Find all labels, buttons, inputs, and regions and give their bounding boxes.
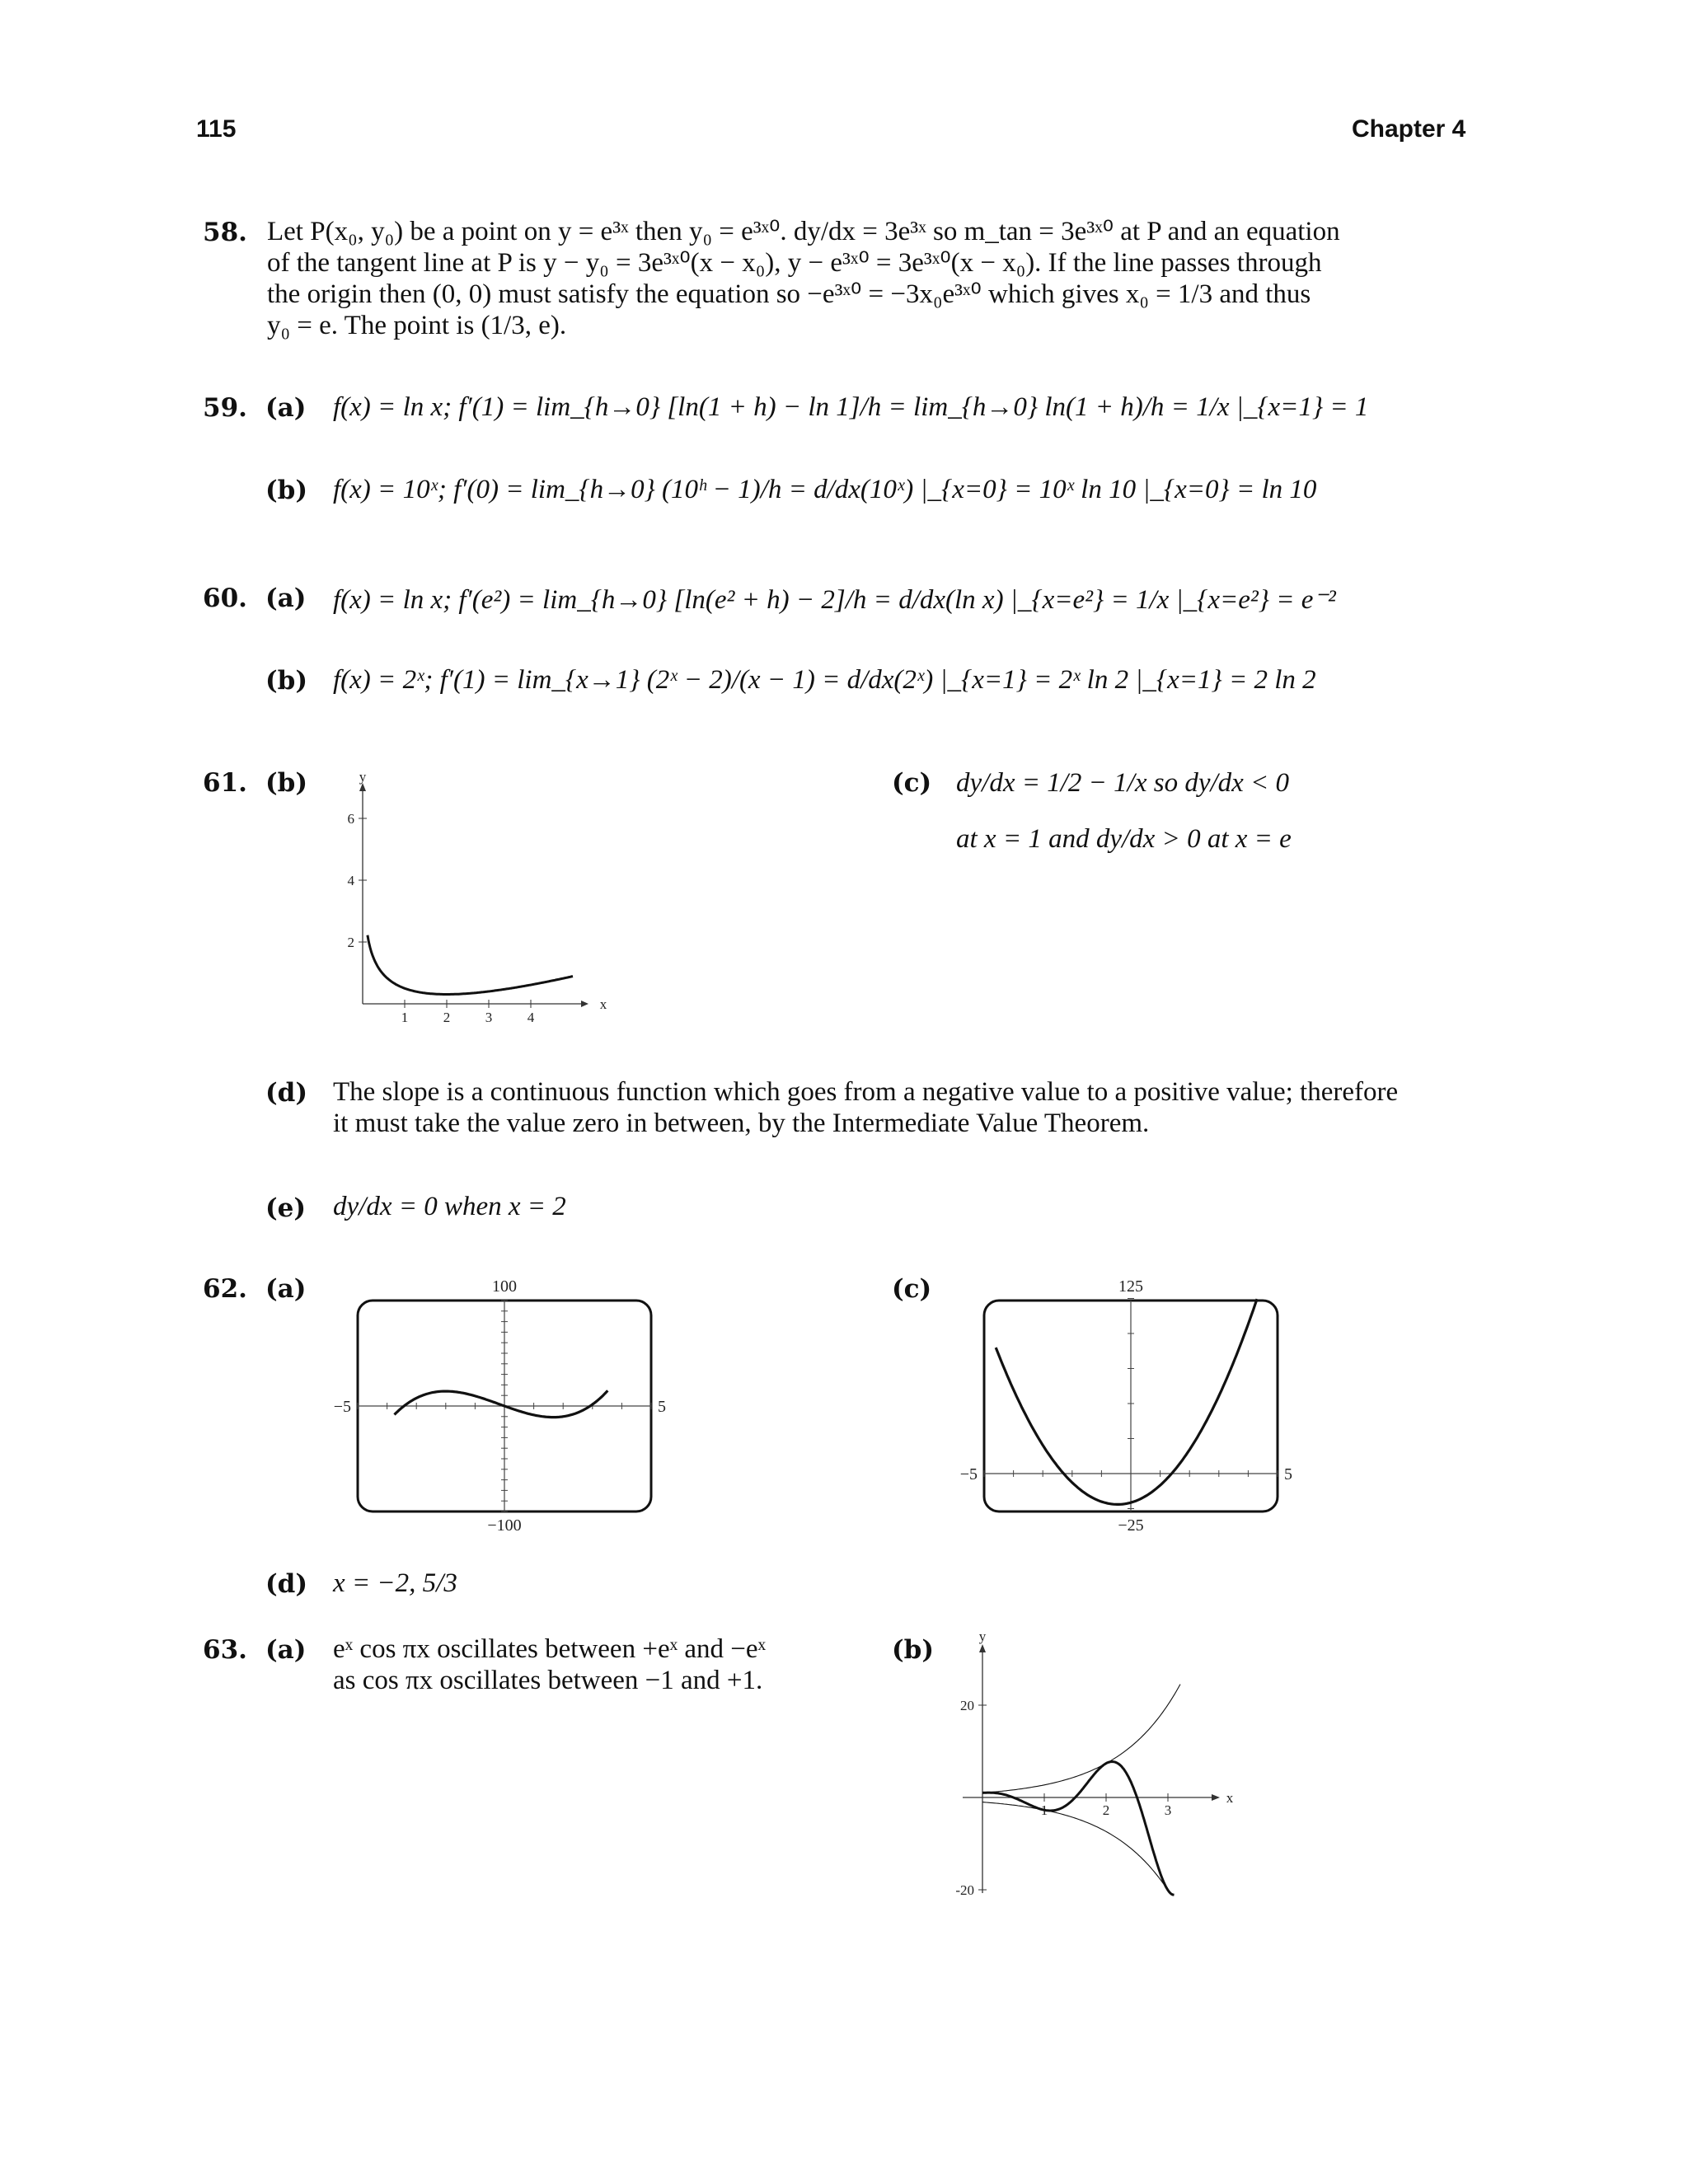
part-a-label: (a) xyxy=(265,583,307,613)
y-tick-label: 4 xyxy=(347,873,354,888)
problem-63-number: 63. xyxy=(203,1635,247,1665)
series-curve xyxy=(368,935,573,995)
envelope-lower xyxy=(982,1802,1169,1891)
chart-62c-group xyxy=(960,1277,1292,1535)
part-b-label: (b) xyxy=(265,666,308,696)
y-axis-label: y xyxy=(978,1629,987,1644)
text-line: Let P(x₀, y₀) be a point on y = e³ˣ then y₀ = e³ˣ⁰. dy/dx = 3e³ˣ so m_tan = 3e³ˣ⁰ at P and an equation xyxy=(267,217,1340,246)
problem-61e-math: dy/dx = 0 when x = 2 xyxy=(333,1192,566,1221)
x-tick-label: 2 xyxy=(443,1010,451,1022)
problem-62-number: 62. xyxy=(203,1274,247,1304)
part-a-label: (a) xyxy=(265,1635,307,1665)
chart-62a-group xyxy=(334,1277,666,1535)
problem-61c-math: dy/dx = 1/2 − 1/x so dy/dx < 0 at x = 1 and dy/dx > 0 at x = e xyxy=(956,768,1292,854)
y-axis-arrow xyxy=(979,1644,986,1652)
ymin-label: −25 xyxy=(1118,1516,1144,1535)
problem-61-number: 61. xyxy=(203,768,247,798)
text-line: of the tangent line at P is y − y₀ = 3e³ˣ⁰(x − x₀), y − e³ˣ⁰ = 3e³ˣ⁰(x − x₀). If the line passes through xyxy=(267,248,1322,278)
x-axis-arrow xyxy=(1212,1794,1220,1801)
x-tick-label: 4 xyxy=(527,1010,535,1022)
problem-58-text xyxy=(267,216,1470,341)
part-b-label: (b) xyxy=(892,1635,935,1665)
y-tick-label: -20 xyxy=(955,1882,974,1898)
part-b-label: (b) xyxy=(265,476,308,505)
series-curve xyxy=(395,1390,608,1417)
xmax-label: 5 xyxy=(658,1398,666,1416)
chart-61b xyxy=(313,766,626,1022)
x-tick-label: 3 xyxy=(485,1010,493,1022)
part-a-label: (a) xyxy=(265,393,307,423)
part-d-label: (d) xyxy=(265,1078,308,1108)
problem-60-number: 60. xyxy=(203,583,247,613)
chart-62a xyxy=(313,1269,692,1541)
x-tick-label: 2 xyxy=(1102,1802,1110,1818)
y-tick-label: 6 xyxy=(347,811,354,827)
text-line: y₀ = e. The point is (1/3, e). xyxy=(267,311,567,340)
page-number: 115 xyxy=(196,115,237,143)
x-tick-label: 1 xyxy=(1040,1802,1048,1818)
chart-63b-group xyxy=(955,1629,1233,1898)
problem-60b-math: f(x) = 2ˣ; f′(1) = lim_{x→1} (2ˣ − 2)/(x − 1) = d/dx(2ˣ) |_{x=1} = 2ˣ ln 2 |_{x=1} = 2 ln 2 xyxy=(333,665,1316,695)
problem-59-number: 59. xyxy=(203,393,247,423)
problem-58-number: 58. xyxy=(203,218,247,247)
envelope-upper xyxy=(982,1685,1180,1793)
part-c-label: (c) xyxy=(892,1274,932,1304)
part-c-label: (c) xyxy=(892,768,932,798)
ymin-label: −100 xyxy=(487,1516,522,1535)
ymax-label: 125 xyxy=(1118,1277,1143,1296)
x-axis-label: x xyxy=(1226,1790,1234,1806)
text-line: as cos πx oscillates between −1 and +1. xyxy=(333,1666,763,1695)
text-line: the origin then (0, 0) must satisfy the equation so −e³ˣ⁰ = −3x₀e³ˣ⁰ which gives x₀ = 1/3 and thus xyxy=(267,279,1311,309)
series-curve xyxy=(982,1762,1175,1896)
problem-60a-math: f(x) = ln x; f′(e²) = lim_{h→0} [ln(e² + h) − 2]/h = d/dx(ln x) |_{x=e²} = 1/x |_{x=e²} = e⁻² xyxy=(333,585,1336,615)
y-tick-label: 20 xyxy=(960,1698,974,1713)
part-d-label: (d) xyxy=(265,1569,308,1599)
problem-63a-text xyxy=(333,1633,860,1696)
part-a-label: (a) xyxy=(265,1274,307,1304)
text-line: it must take the value zero in between, by the Intermediate Value Theorem. xyxy=(333,1108,1150,1138)
chart-62c xyxy=(940,1269,1319,1541)
text-line: The slope is a continuous function which goes from a negative value to a positive value; therefore xyxy=(333,1077,1399,1107)
text-line: eˣ cos πx oscillates between +eˣ and −eˣ xyxy=(333,1634,767,1664)
y-axis-label: y xyxy=(359,769,367,785)
problem-59a-math: f(x) = ln x; f′(1) = lim_{h→0} [ln(1 + h) − ln 1]/h = lim_{h→0} ln(1 + h)/h = 1/x |_{x=1} = 1 xyxy=(333,392,1369,422)
problem-62d-math: x = −2, 5/3 xyxy=(333,1568,457,1598)
x-axis-arrow xyxy=(581,1001,588,1007)
chapter-title: Chapter 4 xyxy=(1352,115,1466,143)
x-tick-label: 1 xyxy=(401,1010,409,1022)
x-axis-label: x xyxy=(599,996,607,1012)
part-e-label: (e) xyxy=(265,1193,307,1223)
xmin-label: −5 xyxy=(959,1465,978,1483)
ymax-label: 100 xyxy=(492,1277,517,1296)
part-b-label: (b) xyxy=(265,768,308,798)
chart-61b-group xyxy=(348,769,607,1022)
x-tick-label: 3 xyxy=(1164,1802,1172,1818)
problem-61d-text xyxy=(333,1076,1470,1139)
xmin-label: −5 xyxy=(333,1398,351,1416)
xmax-label: 5 xyxy=(1284,1465,1292,1483)
problem-59b-math: f(x) = 10ˣ; f′(0) = lim_{h→0} (10ʰ − 1)/h = d/dx(10ˣ) |_{x=0} = 10ˣ ln 10 |_{x=0} = ln 10 xyxy=(333,475,1317,504)
chart-63b xyxy=(940,1628,1236,1900)
y-tick-label: 2 xyxy=(347,935,354,950)
